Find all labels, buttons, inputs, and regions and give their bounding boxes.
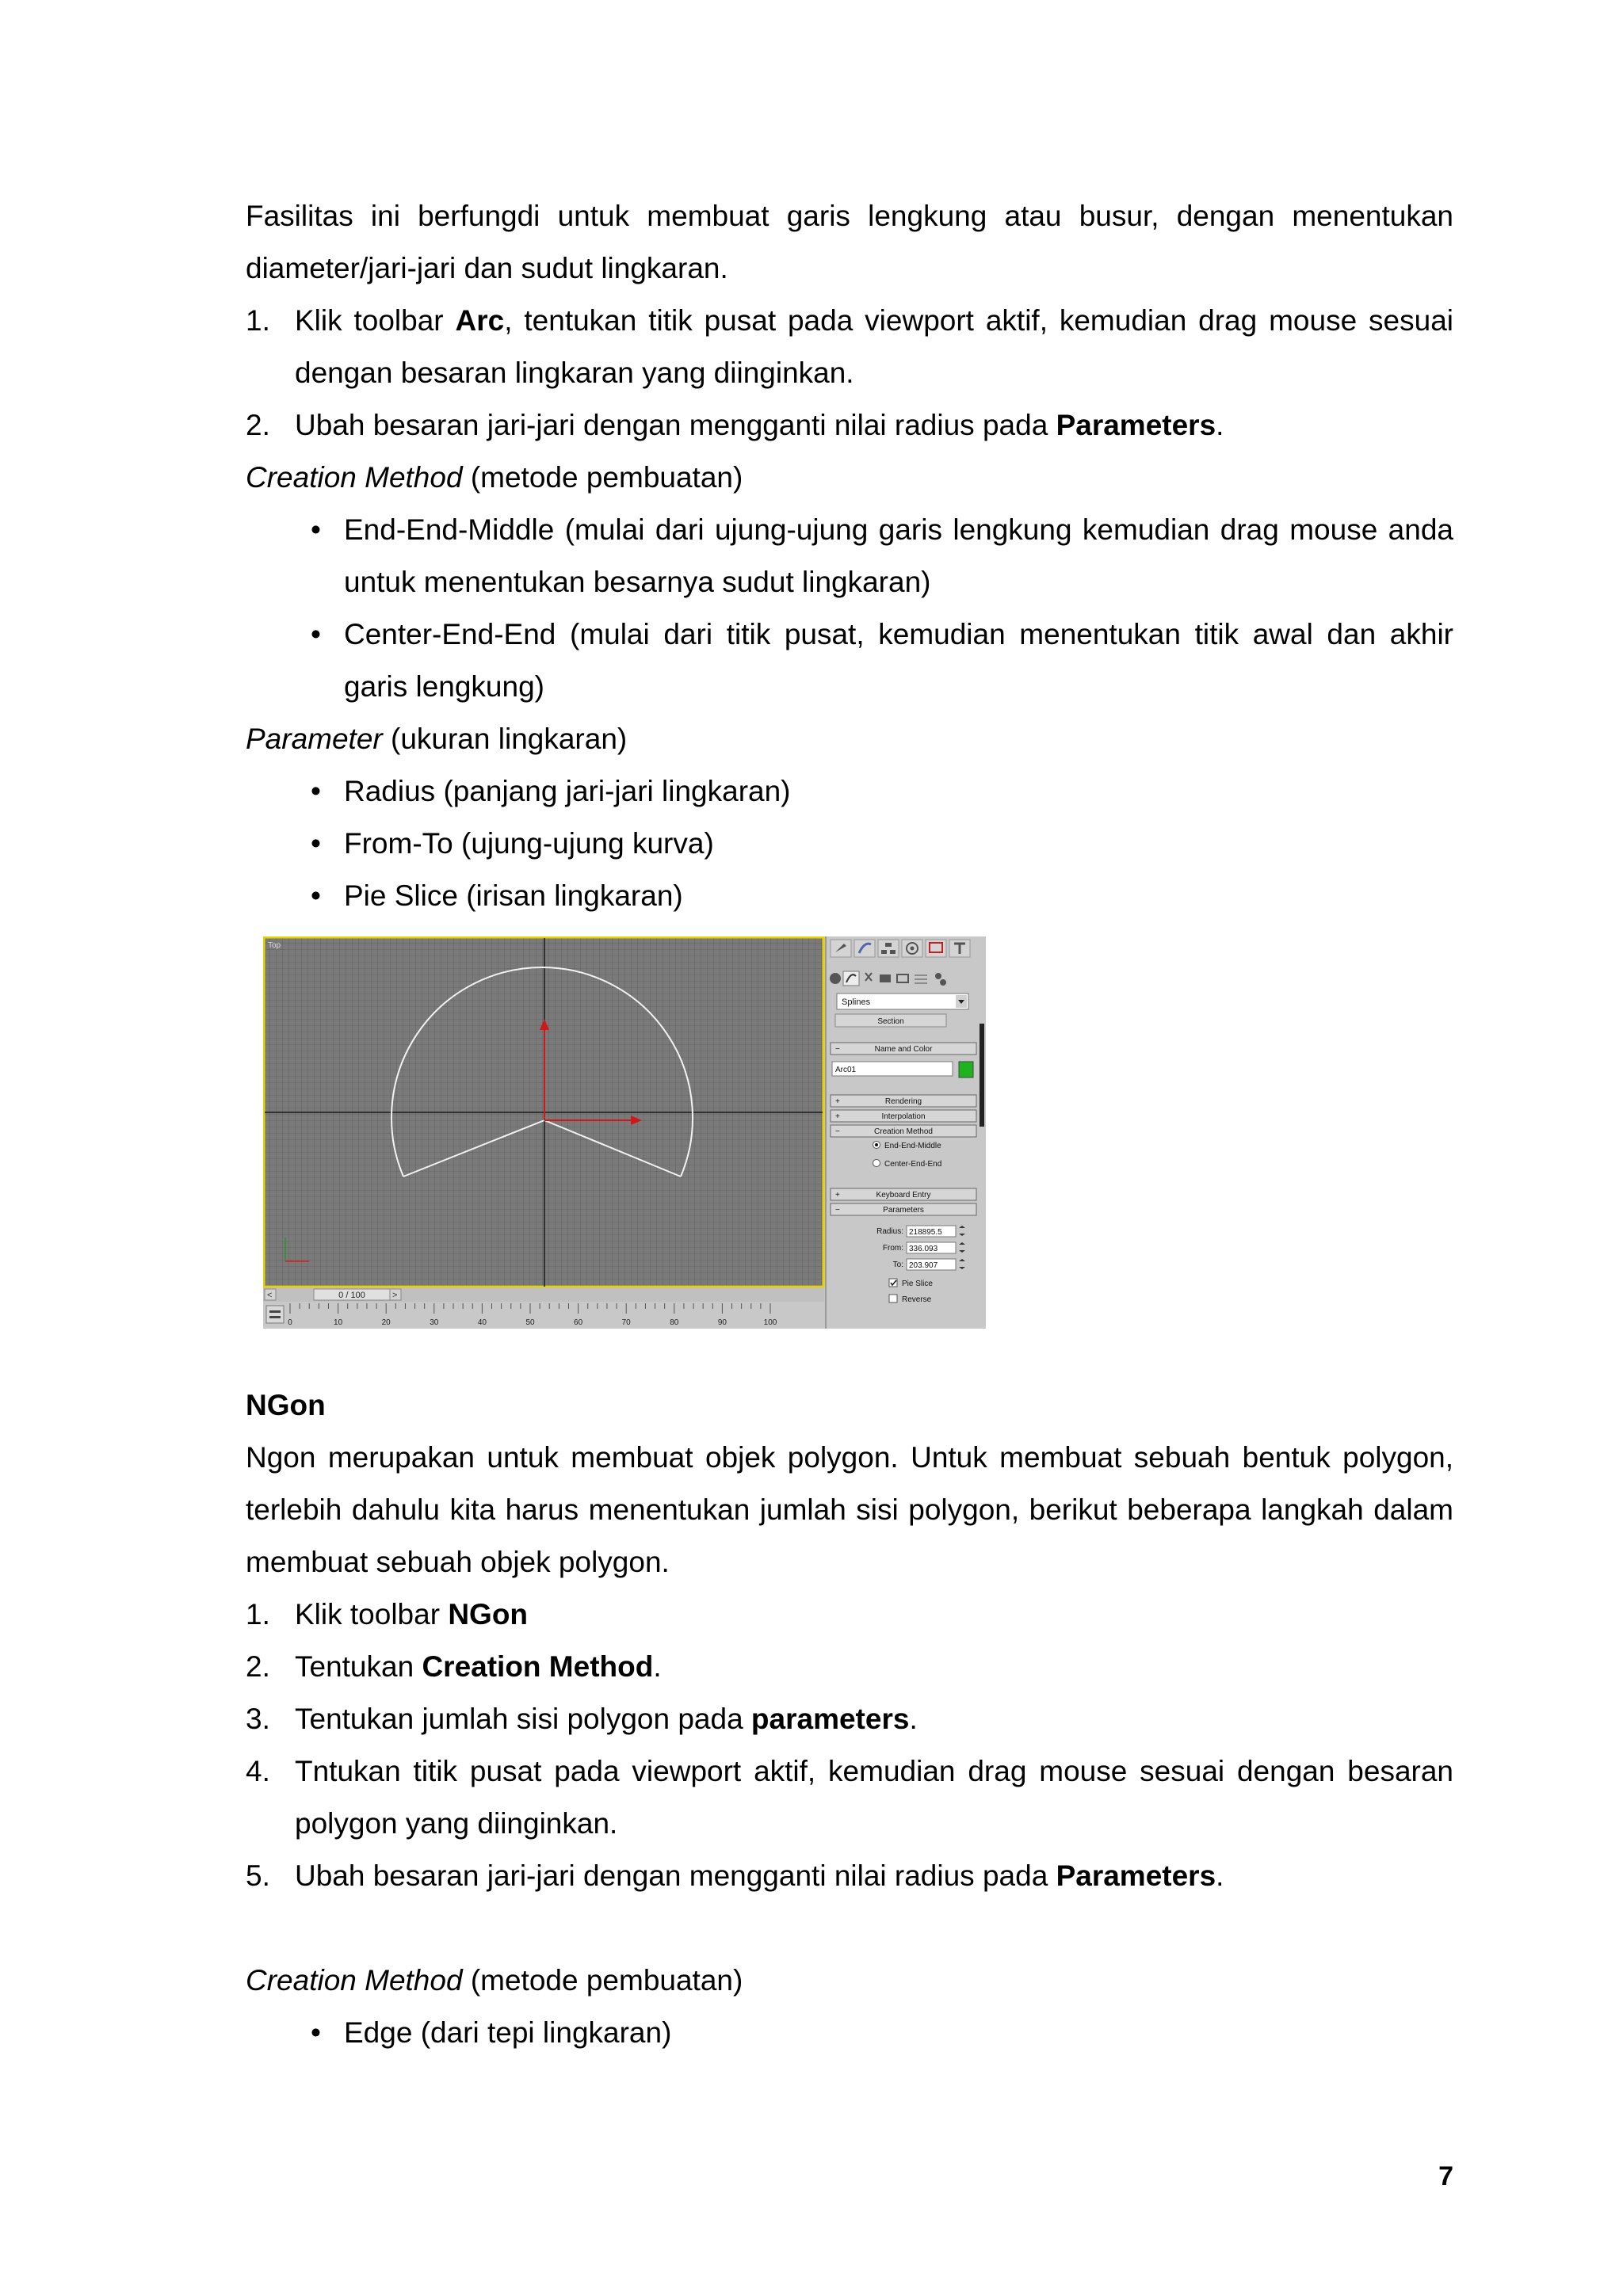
svg-text:Name and Color: Name and Color (874, 1045, 933, 1054)
svg-text:+: + (835, 1191, 840, 1199)
rollout-rendering[interactable] (831, 1095, 976, 1107)
step-number: 4. (246, 1755, 270, 1787)
hierarchy-tab-icon[interactable] (878, 940, 899, 957)
step-text: Tntukan titik pusat pada viewport aktif, kemudian drag mouse sesuai dengan besaran polygon yang diinginkan. (295, 1755, 1453, 1840)
time-counter: 0 / 100 (338, 1291, 365, 1300)
svg-text:Reverse: Reverse (902, 1295, 932, 1304)
rollout-interpolation[interactable] (831, 1110, 976, 1122)
create-tab-icon[interactable] (831, 940, 851, 957)
arc-parameter-list (246, 765, 1453, 922)
bold-term: Arc (455, 304, 505, 337)
list-item: • Radius (panjang jari-jari lingkaran) (246, 765, 1453, 818)
step-text: Tentukan jumlah sisi polygon pada parameters. (295, 1703, 918, 1735)
bullet-icon: • (311, 618, 321, 650)
svg-text:−: − (835, 1045, 840, 1054)
svg-text:336.093: 336.093 (909, 1245, 938, 1253)
category-dropdown[interactable] (837, 994, 968, 1009)
ngon-creation-method-heading: Creation Method (metode pembuatan) (246, 1964, 743, 1997)
bold-term: Parameters (1056, 1859, 1216, 1892)
arc-steps (246, 295, 1453, 452)
ngon-intro: Ngon merupakan untuk membuat objek polygon. Untuk membuat sebuah bentuk polygon, terlebih dahulu kita harus menentukan jumlah sisi polygon, berikut beberapa langkah dalam membuat sebuah objek polygon. (246, 1441, 1453, 1578)
svg-text:Section: Section (877, 1017, 904, 1026)
radius-label: Radius: (876, 1227, 903, 1236)
bold-term: Creation Method (422, 1650, 654, 1683)
modify-tab-icon[interactable] (854, 940, 875, 957)
arc-parameter-heading: Parameter (ukuran lingkaran) (246, 723, 628, 755)
step-number: 2. (246, 409, 270, 441)
ngon-step-3 (246, 1693, 1453, 1745)
cameras-category-icon[interactable] (880, 974, 891, 982)
list-item: • Pie Slice (irisan lingkaran) (246, 870, 1453, 922)
bullet-icon: • (311, 2016, 321, 2049)
svg-text:Pie Slice: Pie Slice (902, 1280, 933, 1288)
bullet-icon: • (311, 827, 321, 860)
utilities-tab-icon[interactable] (949, 940, 970, 957)
from-label: From: (882, 1244, 903, 1253)
ruler-tick-label: 50 (525, 1318, 535, 1327)
list-item: • From-To (ujung-ujung kurva) (246, 818, 1453, 870)
ngon-step-5 (246, 1850, 1453, 1902)
to-label: To: (892, 1261, 903, 1269)
ngon-step-4 (246, 1745, 1453, 1850)
rollout-name-and-color[interactable] (831, 1043, 976, 1055)
svg-text:−: − (835, 1206, 840, 1215)
bullet-icon: • (311, 513, 321, 546)
ruler-tick-label: 80 (670, 1318, 679, 1327)
svg-text:Arc01: Arc01 (835, 1066, 857, 1074)
ruler-tick-label: 70 (621, 1318, 631, 1327)
timeline-ruler[interactable] (263, 1302, 824, 1329)
svg-text:Rendering: Rendering (884, 1097, 922, 1106)
svg-text:End-End-Middle: End-End-Middle (884, 1142, 941, 1150)
step-text: Tentukan Creation Method. (295, 1650, 662, 1683)
svg-text:>: > (392, 1291, 398, 1300)
arc-step-2 (246, 399, 1453, 452)
panel-scrollbar[interactable] (980, 1024, 984, 1127)
page-number: 7 (1438, 2161, 1453, 2191)
ngon-steps (246, 1589, 1453, 1902)
section-button[interactable] (835, 1014, 946, 1027)
svg-text:203.907: 203.907 (909, 1261, 938, 1270)
step-number: 3. (246, 1703, 270, 1735)
ruler-tick-label: 90 (717, 1318, 727, 1327)
page-content (246, 190, 1453, 2059)
ruler-tick-label: 60 (574, 1318, 583, 1327)
bold-term: Parameters (1056, 409, 1216, 441)
step-number: 1. (246, 1598, 270, 1630)
arc-intro: Fasilitas ini berfungdi untuk membuat garis lengkung atau busur, dengan menentukan diameter/jari-jari dan sudut lingkaran. (246, 200, 1453, 284)
rollout-keyboard-entry[interactable] (831, 1188, 976, 1200)
ngon-title: NGon (246, 1389, 326, 1421)
pie-slice-checkbox[interactable] (889, 1279, 933, 1288)
svg-text:+: + (835, 1112, 840, 1121)
motion-tab-icon[interactable] (902, 940, 922, 957)
list-item: • Center-End-End (mulai dari titik pusat, kemudian menentukan titik awal dan akhir garis lengkung) (246, 608, 1453, 713)
geometry-category-icon[interactable] (830, 973, 841, 984)
svg-text:−: − (835, 1127, 840, 1136)
ruler-tick-label: 40 (477, 1318, 487, 1327)
step-text: Klik toolbar Arc, tentukan titik pusat pada viewport aktif, kemudian drag mouse sesuai dengan besaran lingkaran yang diinginkan. (295, 304, 1453, 389)
ruler-tick-label: 10 (334, 1318, 343, 1327)
ruler-tick-label: 20 (381, 1318, 391, 1327)
step-number: 5. (246, 1859, 270, 1892)
ruler-tick-label: 0 (288, 1318, 292, 1327)
svg-text:<: < (267, 1291, 273, 1300)
viewport-label: Top (268, 941, 281, 950)
ngon-creation-method-list (246, 2007, 1453, 2059)
arc-screenshot (263, 936, 986, 1329)
svg-text:Parameters: Parameters (883, 1206, 924, 1215)
step-number: 1. (246, 304, 270, 337)
arc-creation-method-list (246, 504, 1453, 713)
ruler-tick-label: 100 (763, 1318, 777, 1327)
svg-text:Creation Method: Creation Method (874, 1127, 933, 1136)
object-name-input[interactable] (832, 1062, 953, 1076)
ngon-step-2 (246, 1641, 1453, 1693)
bold-term: NGon (448, 1598, 529, 1630)
object-color-swatch[interactable] (959, 1062, 973, 1077)
step-number: 2. (246, 1650, 270, 1683)
list-item: • End-End-Middle (mulai dari ujung-ujung garis lengkung kemudian drag mouse anda untuk menentukan besarnya sudut lingkaran) (246, 504, 1453, 608)
step-text: Ubah besaran jari-jari dengan mengganti nilai radius pada Parameters. (295, 1859, 1224, 1892)
rollout-creation-method[interactable] (831, 1125, 976, 1137)
reverse-checkbox[interactable] (889, 1295, 932, 1304)
arc-step-1 (246, 295, 1453, 399)
shapes-category-icon[interactable] (843, 971, 859, 986)
list-item: • Edge (dari tepi lingkaran) (246, 2007, 1453, 2059)
bullet-icon: • (311, 775, 321, 807)
display-tab-icon[interactable] (926, 940, 946, 957)
step-text: Ubah besaran jari-jari dengan mengganti nilai radius pada Parameters. (295, 409, 1224, 441)
svg-text:+: + (835, 1097, 840, 1106)
arc-creation-method-heading: Creation Method (metode pembuatan) (246, 461, 743, 494)
ngon-step-1 (246, 1589, 1453, 1641)
svg-text:218895.5: 218895.5 (909, 1228, 942, 1237)
command-panel (826, 936, 986, 1329)
svg-text:Splines: Splines (842, 997, 871, 1007)
bullet-icon: • (311, 879, 321, 912)
svg-text:Keyboard Entry: Keyboard Entry (876, 1191, 931, 1199)
rollout-parameters[interactable] (831, 1203, 976, 1215)
bold-term: parameters (750, 1703, 910, 1735)
svg-text:Interpolation: Interpolation (881, 1112, 926, 1121)
ruler-tick-label: 30 (430, 1318, 439, 1327)
spacer (246, 1902, 1453, 1955)
time-slider[interactable] (263, 1287, 824, 1302)
svg-text:Center-End-End: Center-End-End (884, 1160, 942, 1169)
step-text: Klik toolbar NGon (295, 1598, 529, 1630)
